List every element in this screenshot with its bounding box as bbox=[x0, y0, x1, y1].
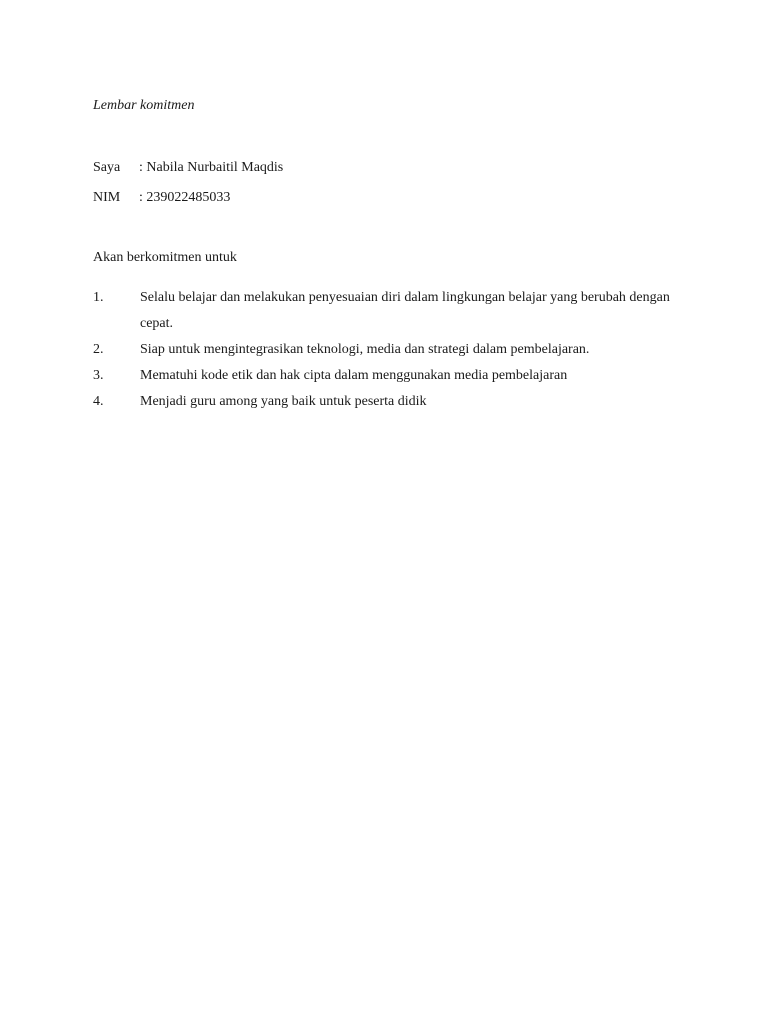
commitment-intro: Akan berkomitmen untuk bbox=[93, 250, 237, 265]
list-item-number: 4. bbox=[93, 394, 104, 409]
list-item-number: 1. bbox=[93, 290, 104, 305]
commitment-list bbox=[93, 285, 693, 415]
list-item-text: Mematuhi kode etik dan hak cipta dalam menggunakan media pembelajaran bbox=[140, 368, 568, 383]
name-label: Saya bbox=[93, 160, 121, 175]
document-title: Lembar komitmen bbox=[93, 98, 195, 113]
list-item-text: Selalu belajar dan melakukan penyesuaian diri dalam lingkungan belajar yang berubah dengan cepat. bbox=[140, 290, 670, 331]
list-item-number: 2. bbox=[93, 342, 104, 357]
list-item bbox=[93, 363, 693, 389]
list-item bbox=[93, 337, 693, 363]
nim-label: NIM bbox=[93, 190, 121, 205]
list-item-text: Menjadi guru among yang baik untuk peserta didik bbox=[140, 394, 427, 409]
list-item-number: 3. bbox=[93, 368, 104, 383]
name-value: : Nabila Nurbaitil Maqdis bbox=[139, 160, 284, 175]
nim-value: : 239022485033 bbox=[139, 190, 231, 205]
list-item-text: Siap untuk mengintegrasikan teknologi, media dan strategi dalam pembelajaran. bbox=[140, 342, 590, 357]
list-item bbox=[93, 285, 693, 337]
list-item bbox=[93, 389, 693, 415]
